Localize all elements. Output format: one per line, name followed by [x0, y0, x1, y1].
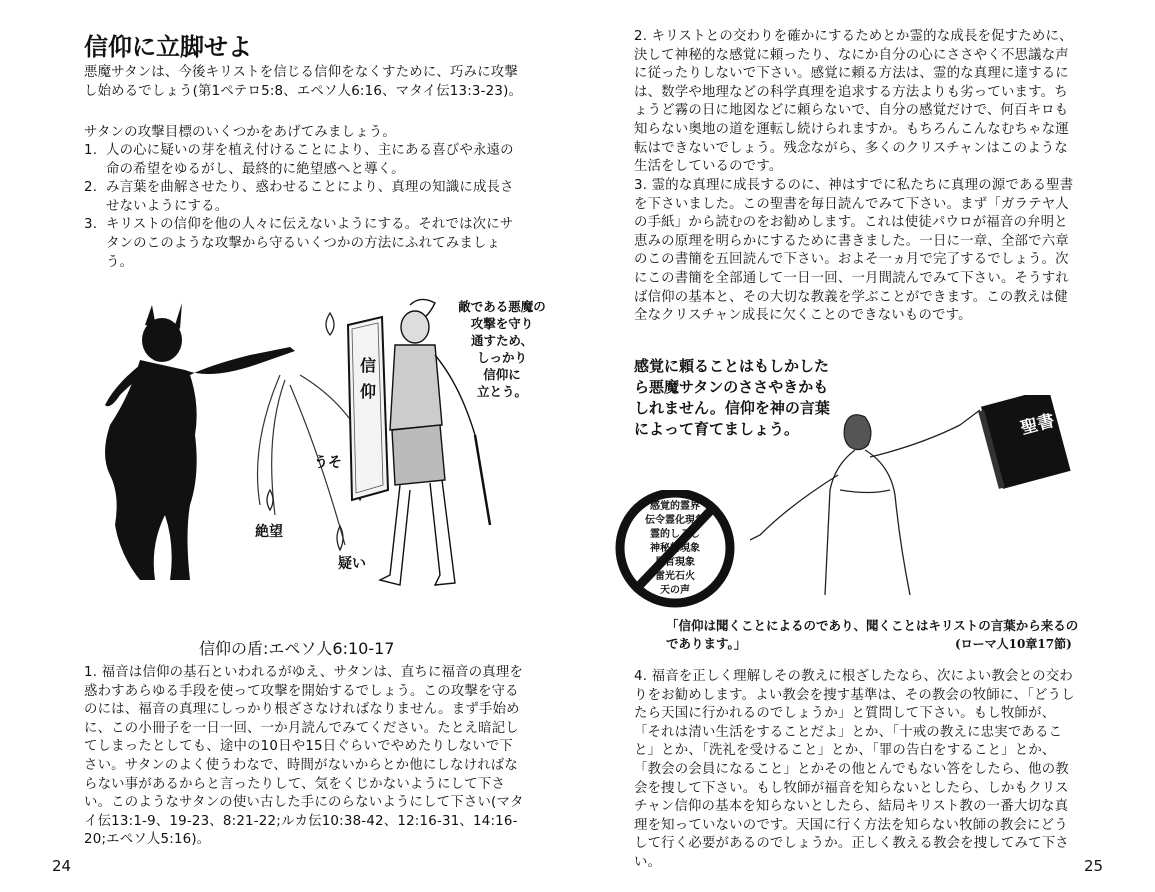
list-item: 2. み言葉を曲解させたり、惑わせることにより、真理の知識に成長させないようにする。: [84, 180, 514, 214]
intro-paragraph: 悪魔サタンは、今後キリストを信じる信仰をなくすために、巧みに攻撃し始めるでしょう(第1ペテロ5:8、エペソ人6:16、マタイ伝13:3-23)。: [84, 65, 523, 99]
callout-text: 感覚に頼ることはもしかした ら悪魔サタンのささやきかも しれません。信仰を神の言葉 によって育てましょう。: [634, 357, 830, 438]
page-number-left: 24: [52, 857, 72, 875]
shield-text: 信 仰: [360, 356, 377, 401]
bible-book: [977, 395, 1070, 490]
bible-reading-paragraph: 3. 霊的な真理に成長するのに、神はすでに私たちに真理の源である聖書を下さいました。この聖書を毎日読んでみて下さい。まず「ガラテヤ人の手紙」から読むのをお勧めします。これは使徒パウロが福音の弁明と恵みの原理を明らかにするために書きました。一日に一章、全部で六章のこの書簡を五回読んで下さい。およそ一ヵ月で完了するでしょう。次にこの書簡を全部通して一日一回、一月間読んでみて下さい。そうすれば信仰の基本と、その大切な教義を学ぶことができます。この教えは健全なクリスチャン成長に欠くことのできないものです。: [634, 178, 1074, 324]
attack-targets-list: [84, 142, 526, 272]
label-lie: うそ: [314, 455, 342, 471]
church-paragraph: 4. 福音を正しく理解しその教えに根ざしたなら、次によい教会との交わりをお勧めします。よい教会を捜す基準は、その教会の牧師に、「どうしたら天国に行かれるのでしょうか」と質問して下さい。もし牧師が、「それは清い生活をすることだよ」とか、「十戒の教えに忠実であること」とか、「洗礼を受けること」とか、「罪の告白をすること」とか、「教会の会員になること」とかその他とんでもない答をしたら、他の教会を捜して下さい。もし牧師が福音を知らないとしたら、しかもクリスチャン信仰の基本を知らないとしたら、結局キリスト教の一番大切な真理を知っていないのです。天国に行く方法を知らない牧師の教会にどうして行く必要があるのでしょうか。正しく教える教会を捜してみて下さい。: [634, 669, 1075, 870]
romans-quote: 「信仰は聞くことによるのであり、聞くことはキリストの言葉から来るのであります。」: [666, 618, 1079, 651]
forbidden-experiences-sign: 感覚的霊界 伝令霊化現象 霊的しるし 神秘的現象 異言現象 雷光石火 天の声: [610, 490, 740, 610]
shield-of-faith: [348, 317, 388, 500]
romans-quote-reference: (ローマ人10章17節): [955, 637, 1072, 651]
bible-label: 聖書: [1018, 410, 1057, 439]
attack-targets-intro: サタンの攻撃目標のいくつかをあげてみましょう。: [84, 125, 396, 140]
illustration-caption: 敵である悪魔の 攻撃を守り 通すため、 しっかり 信仰に 立とう。: [458, 299, 546, 399]
gospel-paragraph: 1. 福音は信仰の基石といわれるがゆえ、サタンは、直ちに福音の真理を惑わすあらゆる手段を使って攻撃を開始するでしょう。この攻撃を守るのには、福音の真理にしっかり根ざさなければなりません。まず手始めに、この小冊子を一日一回、一か月読んでみてください。たとえ暗記してしまったとしても、途中の10日や15日ぐらいでやめたりしないで下さい。サタンのよく使うわなで、時間がないからとか他にしなければならない事があるからと言ったりして、気をくじかないようにして下さい。このようなサタンの使い古した手にのらないようにして下さい(マタイ伝13:1-9、19-23、8:21-22;ルカ伝10:38-42、12:16-31、14:16-20;エペソ人5:16)。: [84, 665, 524, 848]
label-despair: 絶望: [255, 524, 283, 540]
list-item: 3. キリストの信仰を他の人々に伝えないようにする。それでは次にサタンのこのような攻撃から守るいくつかの方法にふれてみましょう。: [84, 217, 514, 270]
list-item: 1. 人の心に疑いの芽を植え付けることにより、主にある喜びや永遠の命の希望をゆるがし、最終的に絶望感へと導く。: [84, 143, 514, 177]
page-title: 信仰に立脚せよ: [84, 33, 252, 61]
shield-heading: 信仰の盾:エペソ人6:10-17: [199, 639, 395, 658]
page-number-right: 25: [1084, 857, 1104, 875]
senses-paragraph: 2. キリストとの交わりを確かにするためとか霊的な成長を促すために、決して神秘的な感覚に頼ったり、なにか自分の心にささやく不思議な声に従ったりしないで下さい。感覚に頼る方法は、霊的な真理に達するには、数学や地理などの科学真理を追求する方法よりも劣っています。ちょうど霧の日に地図などに頼らないで、自分の感覚だけで、何百キロも知らない奥地の道を運転し続けられますか。もちろんこんなむちゃな運転はできないでしょう。残念ながら、多くのクリスチャンはこのような生活をしているのです。: [634, 29, 1073, 175]
label-doubt: 疑い: [338, 556, 366, 572]
